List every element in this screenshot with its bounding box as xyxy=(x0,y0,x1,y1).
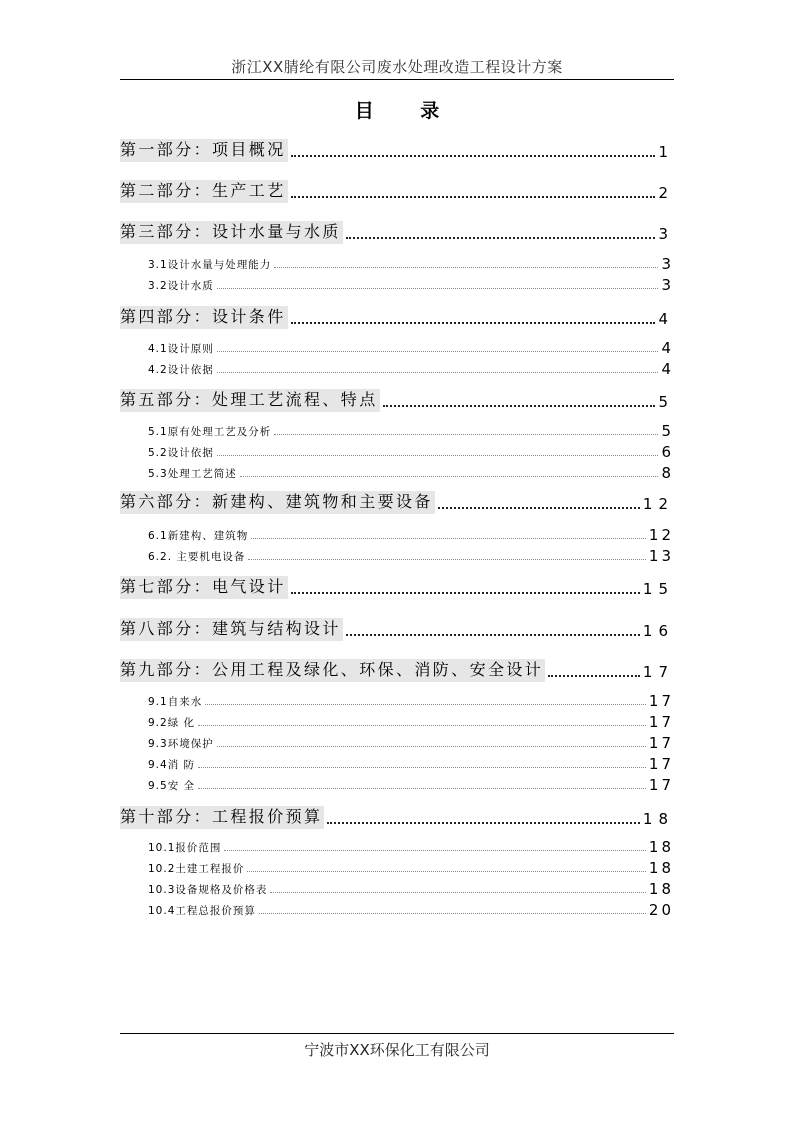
toc-page-number: 1 xyxy=(658,143,674,161)
toc-page-number: 20 xyxy=(648,901,674,919)
toc-part-entry[interactable] xyxy=(120,139,674,162)
toc-page-number: 3 xyxy=(661,276,674,294)
toc-entry-label: 4.2设计依据 xyxy=(148,364,214,376)
toc-page-number: 17 xyxy=(648,776,674,794)
toc-page-number: 12 xyxy=(642,495,674,513)
toc-section-entry[interactable] xyxy=(148,735,674,751)
toc-part-entry[interactable] xyxy=(120,806,674,829)
toc-leader-dots xyxy=(240,476,659,477)
toc-leader-dots xyxy=(198,767,646,768)
toc-entry-label: 第六部分：新建构、建筑物和主要设备 xyxy=(120,491,435,514)
toc-part-entry[interactable] xyxy=(120,491,674,514)
toc-leader-dots xyxy=(291,322,656,324)
toc-part-entry[interactable] xyxy=(120,306,674,329)
toc-leader-dots xyxy=(217,746,646,747)
toc-section-entry[interactable] xyxy=(148,693,674,709)
toc-entry-label: 4.1设计原则 xyxy=(148,343,214,355)
toc-leader-dots xyxy=(259,913,646,914)
toc-page-number: 15 xyxy=(642,580,674,598)
toc-leader-dots xyxy=(274,434,658,435)
toc-leader-dots xyxy=(548,675,640,677)
toc-part-entry[interactable] xyxy=(120,180,674,203)
toc-leader-dots xyxy=(217,351,659,352)
toc-leader-dots xyxy=(247,871,646,872)
toc-section-entry[interactable] xyxy=(148,465,674,481)
toc-page-number: 8 xyxy=(661,464,674,482)
toc-page-number: 17 xyxy=(648,713,674,731)
toc-part-entry[interactable] xyxy=(120,618,674,641)
toc-leader-dots xyxy=(291,196,656,198)
toc-page-number: 17 xyxy=(642,663,674,681)
toc-entry-label: 第三部分：设计水量与水质 xyxy=(120,221,343,244)
toc-page-number: 2 xyxy=(658,184,674,202)
toc-leader-dots xyxy=(438,507,640,509)
toc-section-entry[interactable] xyxy=(148,423,674,439)
toc-section-entry[interactable] xyxy=(148,277,674,293)
toc-leader-dots xyxy=(327,822,640,824)
toc-part-entry[interactable] xyxy=(120,659,674,682)
toc-part-entry[interactable] xyxy=(120,221,674,244)
toc-page-number: 4 xyxy=(658,310,674,328)
toc-page-number: 17 xyxy=(648,755,674,773)
toc-entry-label: 第十部分：工程报价预算 xyxy=(120,806,324,829)
toc-leader-dots xyxy=(248,559,646,560)
toc-section-entry[interactable] xyxy=(148,361,674,377)
toc-entry-label: 第一部分：项目概况 xyxy=(120,139,288,162)
toc-page-number: 4 xyxy=(661,360,674,378)
toc-section-entry[interactable] xyxy=(148,881,674,897)
toc-page-number: 5 xyxy=(661,422,674,440)
toc-section-entry[interactable] xyxy=(148,340,674,356)
toc-page-number: 17 xyxy=(648,692,674,710)
toc-section-entry[interactable] xyxy=(148,860,674,876)
toc-section-entry[interactable] xyxy=(148,548,674,564)
toc-leader-dots xyxy=(217,372,659,373)
toc-entry-label: 5.1原有处理工艺及分析 xyxy=(148,426,272,438)
toc-entry-label: 第五部分：处理工艺流程、特点 xyxy=(120,389,380,412)
toc-page-number: 18 xyxy=(642,810,674,828)
toc-page-number: 3 xyxy=(658,225,674,243)
toc-page-number: 17 xyxy=(648,734,674,752)
toc-page-number: 18 xyxy=(648,880,674,898)
toc-entry-label: 第七部分：电气设计 xyxy=(120,576,288,599)
header-rule xyxy=(120,79,674,80)
toc-entry-label: 第九部分：公用工程及绿化、环保、消防、安全设计 xyxy=(120,659,545,682)
toc-entry-label: 9.3环境保护 xyxy=(148,738,214,750)
toc-section-entry[interactable] xyxy=(148,256,674,272)
toc-leader-dots xyxy=(270,892,646,893)
toc-leader-dots xyxy=(217,288,659,289)
toc-page-number: 4 xyxy=(661,339,674,357)
toc-leader-dots xyxy=(383,405,656,407)
toc-page-number: 5 xyxy=(658,393,674,411)
toc-page-number: 3 xyxy=(661,255,674,273)
toc-entry-label: 5.2设计依据 xyxy=(148,447,214,459)
toc-section-entry[interactable] xyxy=(148,444,674,460)
toc-entry-label: 6.1新建构、建筑物 xyxy=(148,530,249,542)
toc-entry-label: 6.2. 主要机电设备 xyxy=(148,551,246,563)
toc-page-number: 18 xyxy=(648,859,674,877)
toc-leader-dots xyxy=(224,850,646,851)
toc-entry-label: 10.1报价范围 xyxy=(148,842,222,854)
toc-entry-label: 10.4工程总报价预算 xyxy=(148,905,256,917)
toc-section-entry[interactable] xyxy=(148,777,674,793)
toc-entry-label: 9.2绿 化 xyxy=(148,717,196,729)
toc-entry-label: 10.3设备规格及价格表 xyxy=(148,884,268,896)
toc-leader-dots xyxy=(291,155,656,157)
toc-entry-label: 9.4消 防 xyxy=(148,759,196,771)
toc-leader-dots xyxy=(251,538,646,539)
toc-part-entry[interactable] xyxy=(120,389,674,412)
toc-entry-label: 第四部分：设计条件 xyxy=(120,306,288,329)
toc-leader-dots xyxy=(346,237,656,239)
toc-entry-label: 10.2土建工程报价 xyxy=(148,863,245,875)
toc-title: 目 录 xyxy=(354,100,460,122)
toc-page-number: 18 xyxy=(648,838,674,856)
toc-part-entry[interactable] xyxy=(120,576,674,599)
toc-page-number: 16 xyxy=(642,622,674,640)
toc-entry-label: 第二部分：生产工艺 xyxy=(120,180,288,203)
toc-leader-dots xyxy=(205,704,646,705)
toc-entry-label: 9.5安 全 xyxy=(148,780,196,792)
footer-rule xyxy=(120,1033,674,1034)
toc-section-entry[interactable] xyxy=(148,527,674,543)
toc-leader-dots xyxy=(198,788,646,789)
toc-leader-dots xyxy=(291,592,640,594)
toc-section-entry[interactable] xyxy=(148,714,674,730)
toc-page-number: 6 xyxy=(661,443,674,461)
document-footer: 宁波市XX环保化工有限公司 xyxy=(304,1041,490,1059)
toc-section-entry[interactable] xyxy=(148,839,674,855)
toc-leader-dots xyxy=(198,725,646,726)
toc-leader-dots xyxy=(346,634,640,636)
toc-entry-label: 5.3处理工艺简述 xyxy=(148,468,237,480)
toc-entry-label: 第八部分：建筑与结构设计 xyxy=(120,618,343,641)
toc-page-number: 12 xyxy=(648,526,674,544)
toc-entry-label: 9.1自来水 xyxy=(148,696,203,708)
toc-entry-label: 3.1设计水量与处理能力 xyxy=(148,259,272,271)
toc-section-entry[interactable] xyxy=(148,756,674,772)
toc-page-number: 13 xyxy=(648,547,674,565)
toc-entry-label: 3.2设计水质 xyxy=(148,280,214,292)
document-header: 浙江XX腈纶有限公司废水处理改造工程设计方案 xyxy=(231,58,563,76)
toc-leader-dots xyxy=(217,455,659,456)
toc-leader-dots xyxy=(274,267,658,268)
toc-section-entry[interactable] xyxy=(148,902,674,918)
